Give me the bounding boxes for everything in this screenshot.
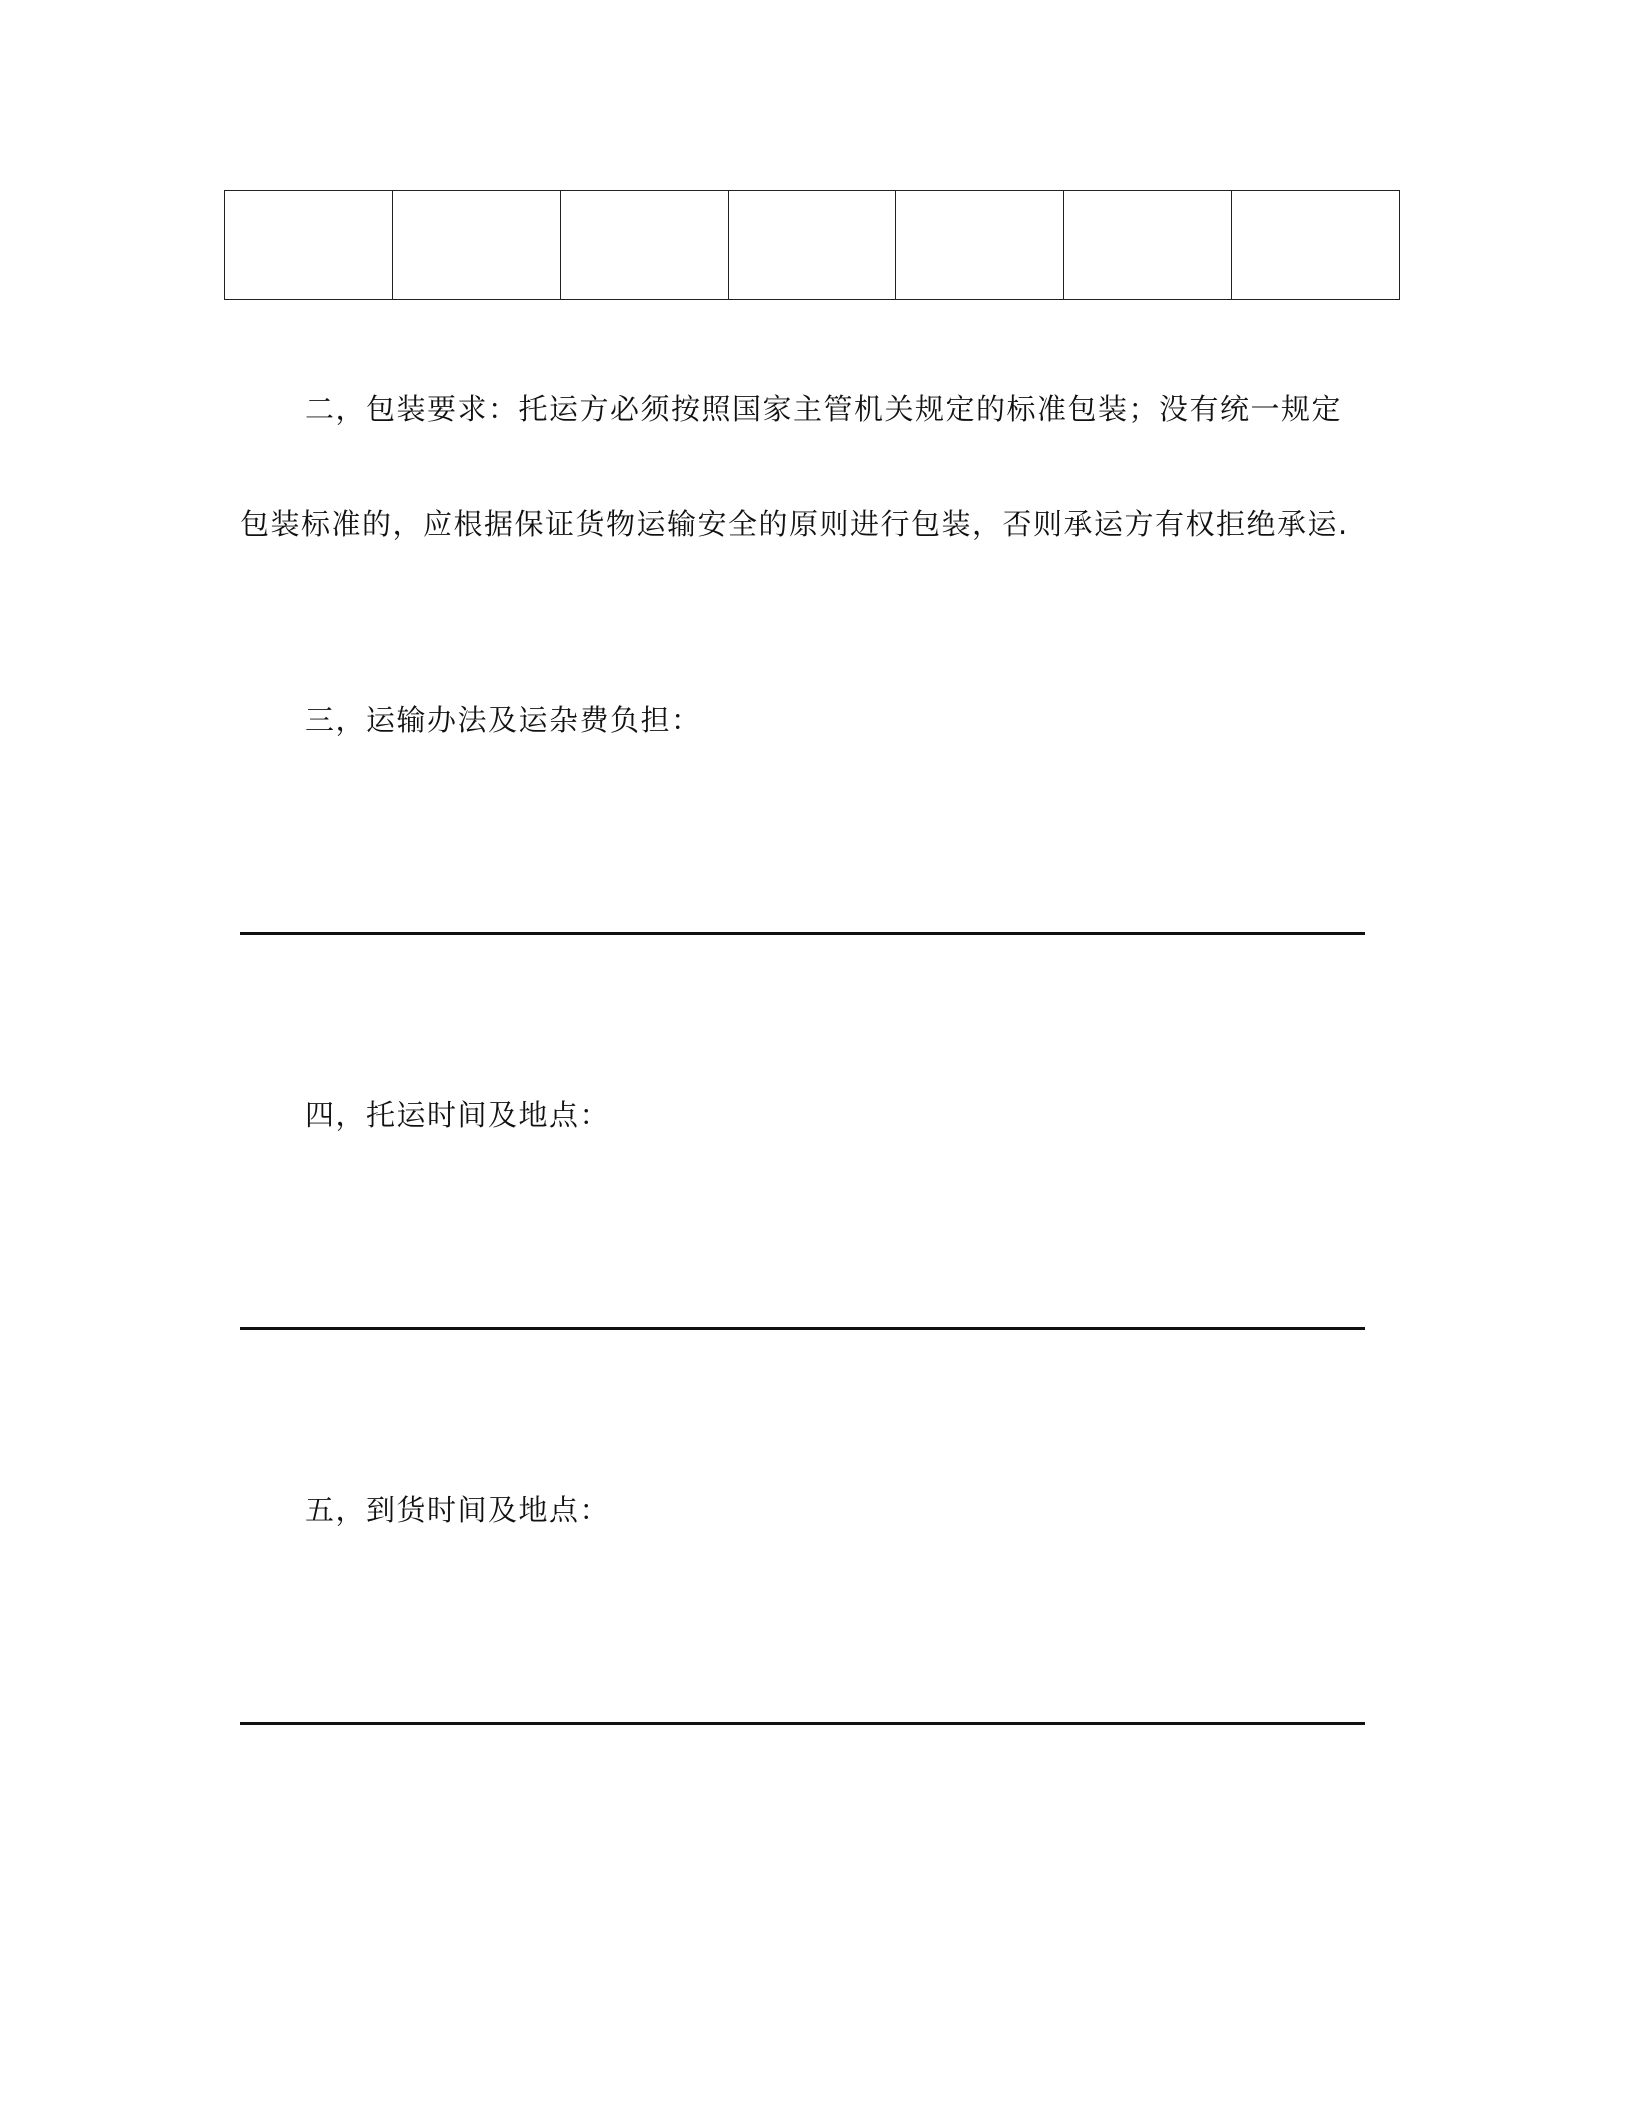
- packaging-requirements-line-2: 包装标准的，应根据保证货物运输安全的原则进行包装，否则承运方有权拒绝承运.: [240, 507, 1349, 541]
- arrival-time-heading: 五，到货时间及地点：: [305, 1493, 611, 1527]
- transport-method-fill-line[interactable]: [240, 932, 1365, 935]
- table-cell-6[interactable]: [1064, 191, 1232, 299]
- table-cell-4[interactable]: [729, 191, 897, 299]
- consignment-time-fill-line[interactable]: [240, 1327, 1365, 1330]
- table-cell-3[interactable]: [561, 191, 729, 299]
- consignment-time-heading: 四，托运时间及地点：: [305, 1098, 611, 1132]
- transport-method-heading: 三，运输办法及运杂费负担：: [305, 703, 702, 737]
- arrival-time-fill-line[interactable]: [240, 1722, 1365, 1725]
- goods-table: [224, 190, 1400, 300]
- table-cell-2[interactable]: [393, 191, 561, 299]
- table-cell-1[interactable]: [225, 191, 393, 299]
- table-cell-7[interactable]: [1232, 191, 1399, 299]
- table-cell-5[interactable]: [896, 191, 1064, 299]
- packaging-requirements-line-1: 二，包装要求：托运方必须按照国家主管机关规定的标准包装；没有统一规定: [305, 392, 1343, 426]
